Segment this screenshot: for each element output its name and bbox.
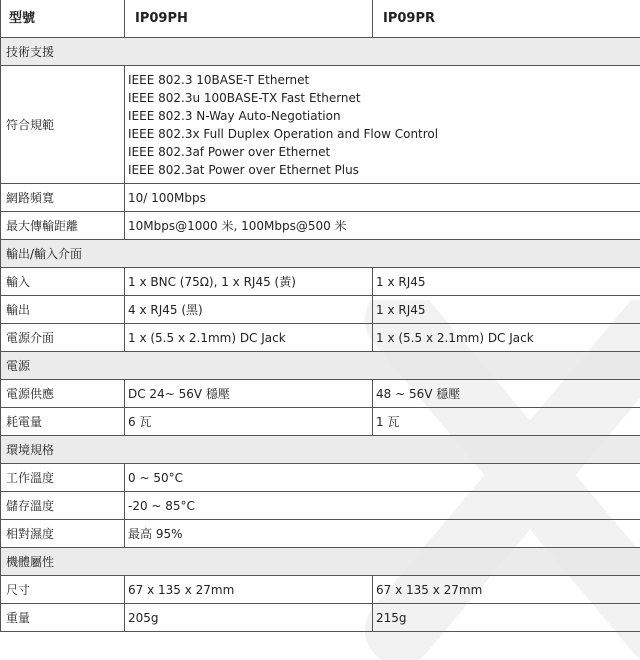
model-label: 型號 [1, 0, 125, 38]
section-title: 電源 [1, 352, 640, 380]
row-label: 相對濕度 [1, 520, 125, 548]
section-power [1, 352, 640, 380]
output-ip09pr: 1 x RJ45 [373, 296, 640, 324]
row-weight [1, 604, 640, 632]
bandwidth-value: 10/ 100Mbps [125, 184, 640, 212]
section-body [1, 548, 640, 576]
input-ip09pr: 1 x RJ45 [373, 268, 640, 296]
row-label: 電源供應 [1, 380, 125, 408]
standard-line: IEEE 802.3at Power over Ethernet Plus [128, 161, 640, 179]
row-storage-temp [1, 492, 640, 520]
row-label: 最大傳輸距離 [1, 212, 125, 240]
size-ip09ph: 67 x 135 x 27mm [125, 576, 373, 604]
standard-line: IEEE 802.3x Full Duplex Operation and Flow Control [128, 125, 640, 143]
section-title: 機體屬性 [1, 548, 640, 576]
section-title: 技術支援 [1, 38, 640, 66]
humidity-value: 最高 95% [125, 520, 640, 548]
model-ip09pr: IP09PR [373, 0, 640, 38]
standard-line: IEEE 802.3u 100BASE-TX Fast Ethernet [128, 89, 640, 107]
row-supply [1, 380, 640, 408]
power-interface-ip09ph: 1 x (5.5 x 2.1mm) DC Jack [125, 324, 373, 352]
consumption-ip09pr: 1 瓦 [373, 408, 640, 436]
supply-ip09pr: 48 ~ 56V 穩壓 [373, 380, 640, 408]
storage-temp-value: -20 ~ 85°C [125, 492, 640, 520]
row-label: 重量 [1, 604, 125, 632]
input-ip09ph: 1 x BNC (75Ω), 1 x RJ45 (黃) [125, 268, 373, 296]
row-label: 網路頻寬 [1, 184, 125, 212]
output-ip09ph: 4 x RJ45 (黑) [125, 296, 373, 324]
row-label: 耗電量 [1, 408, 125, 436]
row-consumption [1, 408, 640, 436]
header-row [1, 0, 640, 38]
supply-ip09ph: DC 24~ 56V 穩壓 [125, 380, 373, 408]
row-label: 電源介面 [1, 324, 125, 352]
power-interface-ip09pr: 1 x (5.5 x 2.1mm) DC Jack [373, 324, 640, 352]
section-title: 輸出/輸入介面 [1, 240, 640, 268]
row-standards [1, 66, 640, 184]
size-ip09pr: 67 x 135 x 27mm [373, 576, 640, 604]
section-environment [1, 436, 640, 464]
section-title: 環境規格 [1, 436, 640, 464]
standard-line: IEEE 802.3af Power over Ethernet [128, 143, 640, 161]
row-label: 工作溫度 [1, 464, 125, 492]
row-distance [1, 212, 640, 240]
weight-ip09pr: 215g [373, 604, 640, 632]
section-tech [1, 38, 640, 66]
row-input [1, 268, 640, 296]
weight-ip09ph: 205g [125, 604, 373, 632]
standards-list [125, 66, 640, 184]
standard-line: IEEE 802.3 N-Way Auto-Negotiation [128, 107, 640, 125]
row-humidity [1, 520, 640, 548]
model-ip09ph: IP09PH [125, 0, 373, 38]
row-label: 輸入 [1, 268, 125, 296]
distance-value: 10Mbps@1000 米, 100Mbps@500 米 [125, 212, 640, 240]
row-label: 尺寸 [1, 576, 125, 604]
row-power-interface [1, 324, 640, 352]
row-label: 符合規範 [1, 66, 125, 184]
row-bandwidth [1, 184, 640, 212]
operating-temp-value: 0 ~ 50°C [125, 464, 640, 492]
row-operating-temp [1, 464, 640, 492]
row-label: 儲存溫度 [1, 492, 125, 520]
row-output [1, 296, 640, 324]
row-size [1, 576, 640, 604]
row-label: 輸出 [1, 296, 125, 324]
standard-line: IEEE 802.3 10BASE-T Ethernet [128, 71, 640, 89]
consumption-ip09ph: 6 瓦 [125, 408, 373, 436]
section-io [1, 240, 640, 268]
